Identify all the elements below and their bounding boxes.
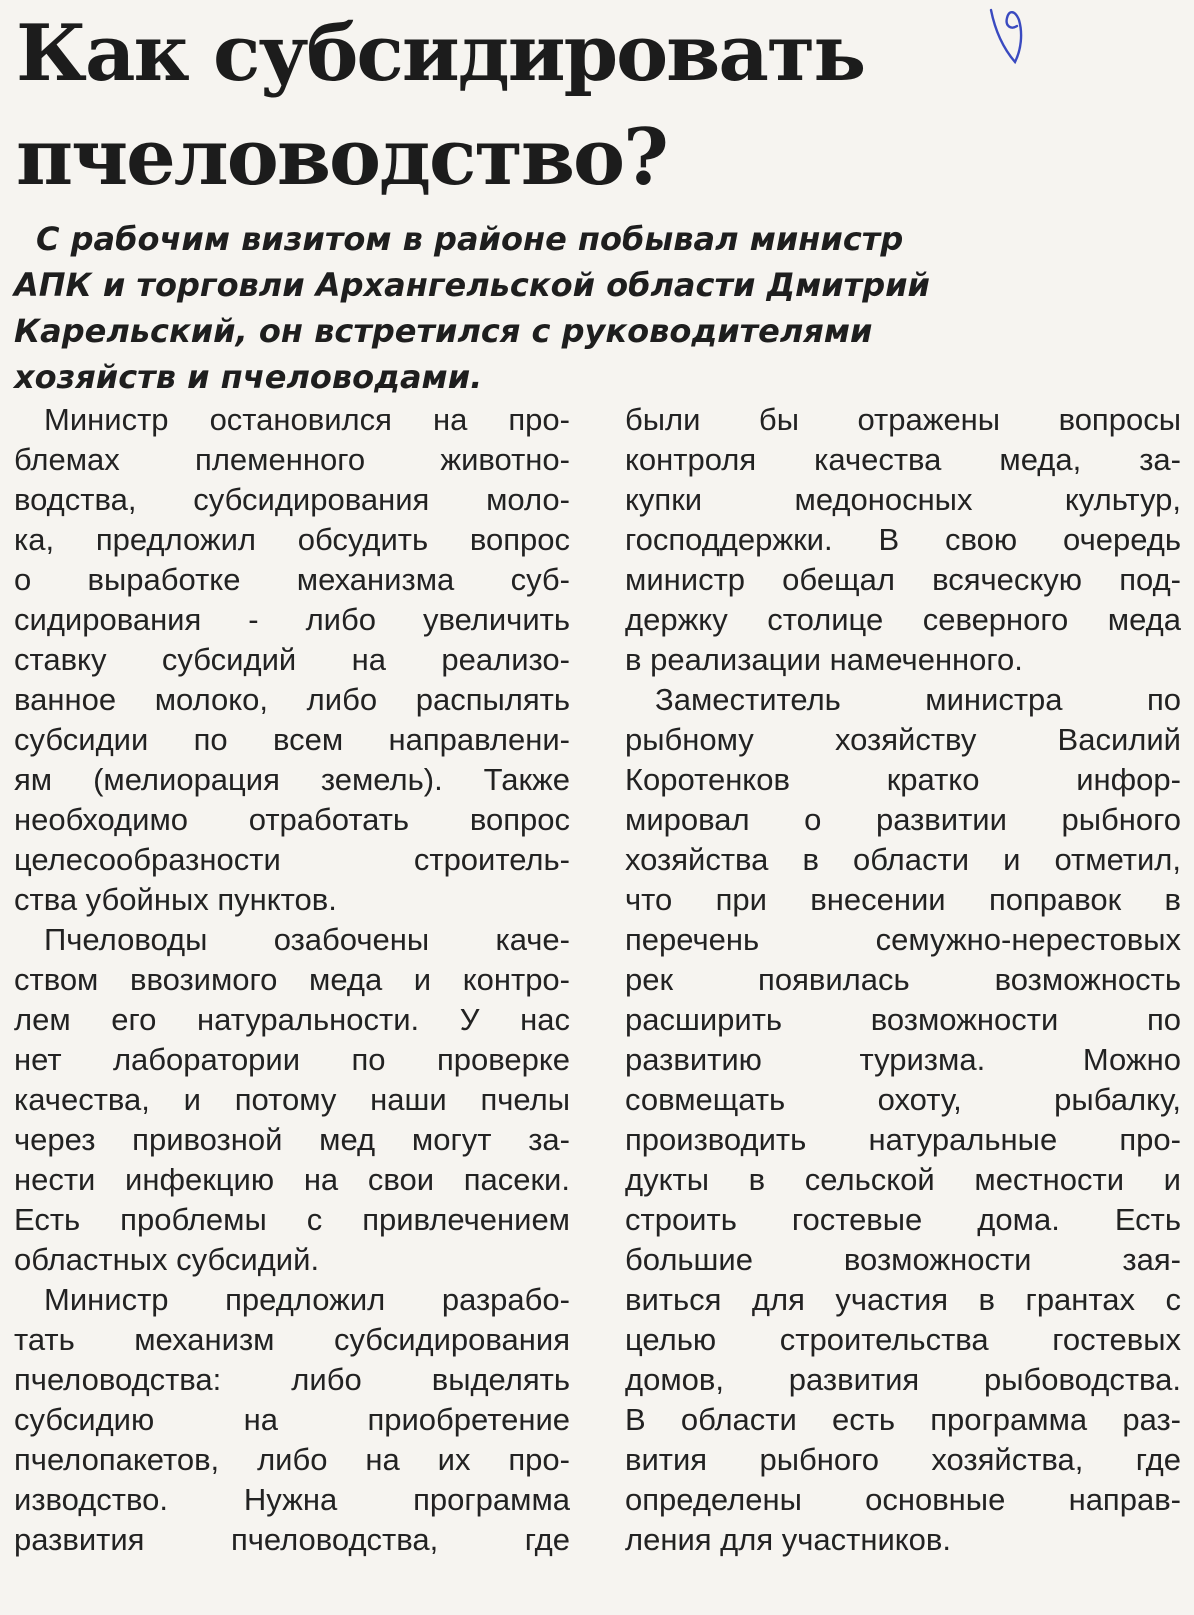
column-line: областных субсидий. xyxy=(14,1242,320,1277)
article-column-left xyxy=(14,400,570,1560)
column-line: Есть проблемы с привлечением xyxy=(14,1202,570,1237)
column-line: блемах племенного животно- xyxy=(14,442,570,477)
column-line: ством ввозимого меда и контро- xyxy=(14,962,570,997)
column-line: субсидии по всем направлени- xyxy=(14,722,570,757)
lead-line: С рабочим визитом в районе побывал министр xyxy=(36,220,904,258)
column-line: в реализации намеченного. xyxy=(625,642,1023,677)
column-line: о выработке механизма суб- xyxy=(14,562,570,597)
column-line: были бы отражены вопросы xyxy=(625,402,1181,437)
column-line: субсидию на приобретение xyxy=(14,1402,570,1437)
column-line: лем его натуральности. У нас xyxy=(14,1002,570,1037)
column-line: ванное молоко, либо распылять xyxy=(14,682,570,717)
column-line: домов, развития рыбоводства. xyxy=(625,1362,1181,1397)
column-line: производить натуральные про- xyxy=(625,1122,1181,1157)
column-line: целесообразности строитель- xyxy=(14,842,570,877)
column-line: рек появилась возможность xyxy=(625,962,1181,997)
column-line: Министр предложил разрабо- xyxy=(44,1282,570,1317)
column-line: дукты в сельской местности и xyxy=(625,1162,1181,1197)
column-line: хозяйства в области и отметил, xyxy=(625,842,1181,877)
column-line: ства убойных пунктов. xyxy=(14,882,337,917)
column-line: определены основные направ- xyxy=(625,1482,1181,1517)
column-line: контроля качества меда, за- xyxy=(625,442,1181,477)
column-line: изводство. Нужна программа xyxy=(14,1482,570,1517)
column-line: строить гостевые дома. Есть xyxy=(625,1202,1181,1237)
article-column-right xyxy=(625,400,1181,1560)
column-line: совмещать охоту, рыбалку, xyxy=(625,1082,1181,1117)
column-line: качества, и потому наши пчелы xyxy=(14,1082,570,1117)
column-line: развития пчеловодства, где xyxy=(14,1522,570,1557)
column-line: министр обещал всяческую под- xyxy=(625,562,1181,597)
article-title xyxy=(16,2,1016,210)
column-line: ям (мелиорация земель). Также xyxy=(14,762,570,797)
column-line: водства, субсидирования моло- xyxy=(14,482,570,517)
title-line: Как субсидировать xyxy=(16,8,865,99)
column-line: пчелопакетов, либо на их про- xyxy=(14,1442,570,1477)
column-line: расширить возможности по xyxy=(625,1002,1181,1037)
column-line: ка, предложил обсудить вопрос xyxy=(14,522,570,557)
column-line: нести инфекцию на свои пасеки. xyxy=(14,1162,570,1197)
column-line: перечень семужно-нерестовых xyxy=(625,922,1181,957)
column-line: необходимо отработать вопрос xyxy=(14,802,570,837)
column-line: вития рыбного хозяйства, где xyxy=(625,1442,1181,1477)
column-line: тать механизм субсидирования xyxy=(14,1322,570,1357)
column-line: господдержки. В свою очередь xyxy=(625,522,1181,557)
column-line: держку столице северного меда xyxy=(625,602,1181,637)
lead-line: АПК и торговли Архангельской области Дмитрий xyxy=(14,266,930,304)
column-line: рыбному хозяйству Василий xyxy=(625,722,1181,757)
lead-line: Карельский, он встретился с руководителями xyxy=(14,312,873,350)
column-line: Заместитель министра по xyxy=(655,682,1181,717)
handwritten-pen-mark xyxy=(985,0,1035,78)
column-line: развитию туризма. Можно xyxy=(625,1042,1181,1077)
title-line: пчеловодство? xyxy=(16,112,667,203)
column-line: через привозной мед могут за- xyxy=(14,1122,570,1157)
column-line: пчеловодства: либо выделять xyxy=(14,1362,570,1397)
column-line: виться для участия в грантах с xyxy=(625,1282,1181,1317)
column-line: большие возможности зая- xyxy=(625,1242,1181,1277)
column-line: Пчеловоды озабочены каче- xyxy=(44,922,570,957)
column-line: Коротенков кратко инфор- xyxy=(625,762,1181,797)
column-line: ставку субсидий на реализо- xyxy=(14,642,570,677)
column-line: мировал о развитии рыбного xyxy=(625,802,1181,837)
column-line: сидирования - либо увеличить xyxy=(14,602,570,637)
column-line: ления для участников. xyxy=(625,1522,951,1557)
column-line: В области есть программа раз- xyxy=(625,1402,1181,1437)
column-line: что при внесении поправок в xyxy=(625,882,1181,917)
column-line: целью строительства гостевых xyxy=(625,1322,1181,1357)
article-lead xyxy=(14,216,1134,400)
column-line: купки медоносных культур, xyxy=(625,482,1181,517)
column-line: Министр остановился на про- xyxy=(44,402,570,437)
column-line: нет лаборатории по проверке xyxy=(14,1042,570,1077)
lead-line: хозяйств и пчеловодами. xyxy=(14,358,483,396)
